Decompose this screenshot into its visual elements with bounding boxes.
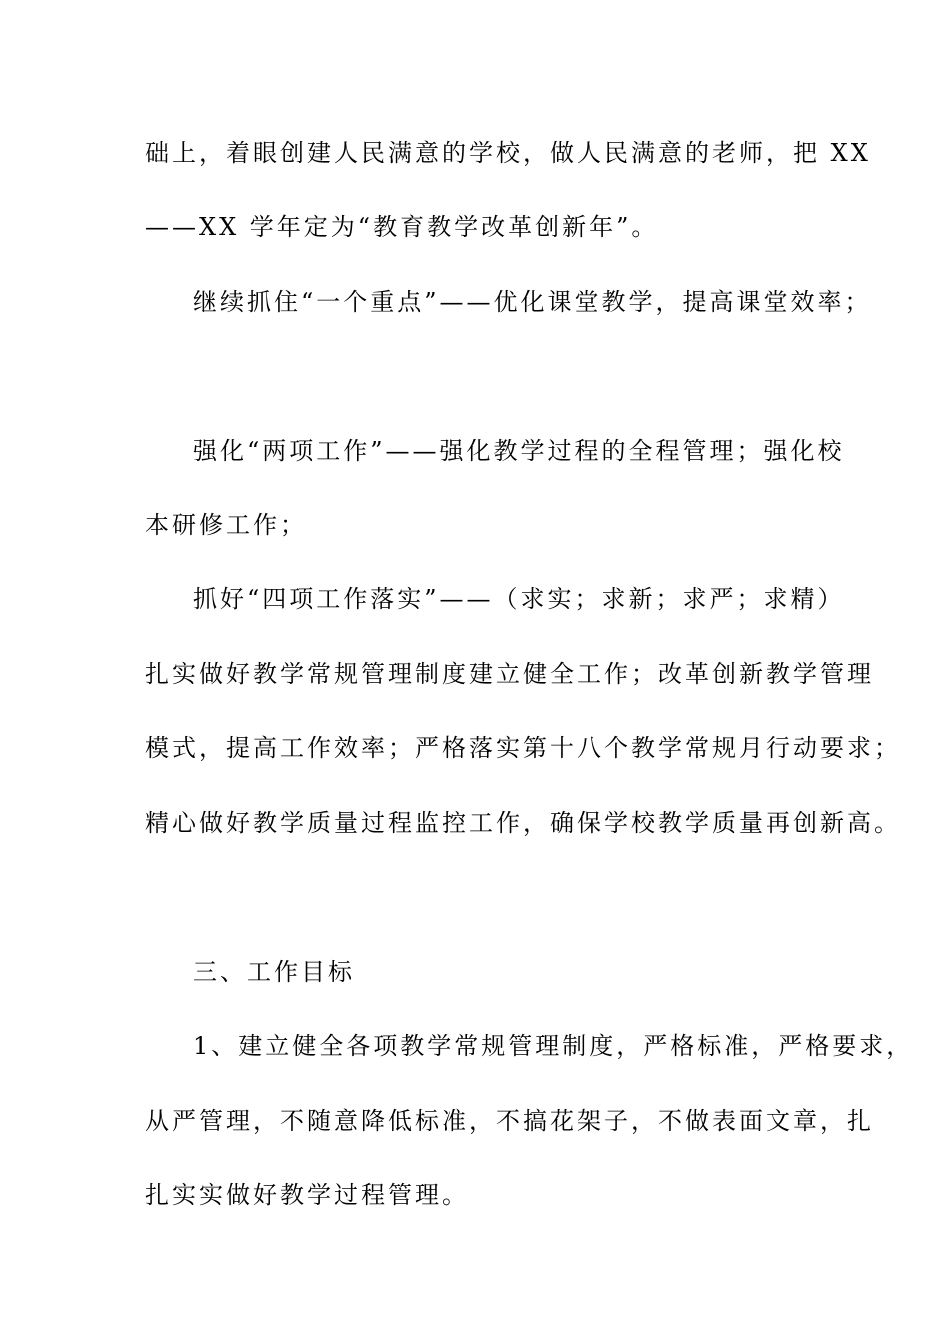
section-heading: 三、工作目标 xyxy=(193,958,355,986)
paragraph-line: 模式，提高工作效率；严格落实第十八个教学常规月行动要求； xyxy=(145,734,901,762)
paragraph-line: ——XX 学年定为“教育教学改革创新年”。 xyxy=(145,213,659,241)
paragraph-line: 础上，着眼创建人民满意的学校，做人民满意的老师，把 XX xyxy=(145,139,871,167)
paragraph-line: 1、建立健全各项教学常规管理制度，严格标准，严格要求， xyxy=(193,1032,914,1060)
paragraph-line: 抓好“四项工作落实”——（求实；求新；求严；求精） xyxy=(193,585,845,613)
paragraph-line: 强化“两项工作”——强化教学过程的全程管理；强化校 xyxy=(193,437,845,465)
paragraph-line: 继续抓住“一个重点”——优化课堂教学，提高课堂效率； xyxy=(193,288,872,316)
paragraph-line: 从严管理，不随意降低标准，不搞花架子，不做表面文章，扎 xyxy=(145,1107,874,1135)
paragraph-line: 本研修工作； xyxy=(145,511,307,539)
paragraph-line: 扎实实做好教学过程管理。 xyxy=(145,1181,469,1209)
paragraph-line: 精心做好教学质量过程监控工作，确保学校教学质量再创新高。 xyxy=(145,809,901,837)
paragraph-line: 扎实做好教学常规管理制度建立健全工作；改革创新教学管理 xyxy=(145,660,874,688)
